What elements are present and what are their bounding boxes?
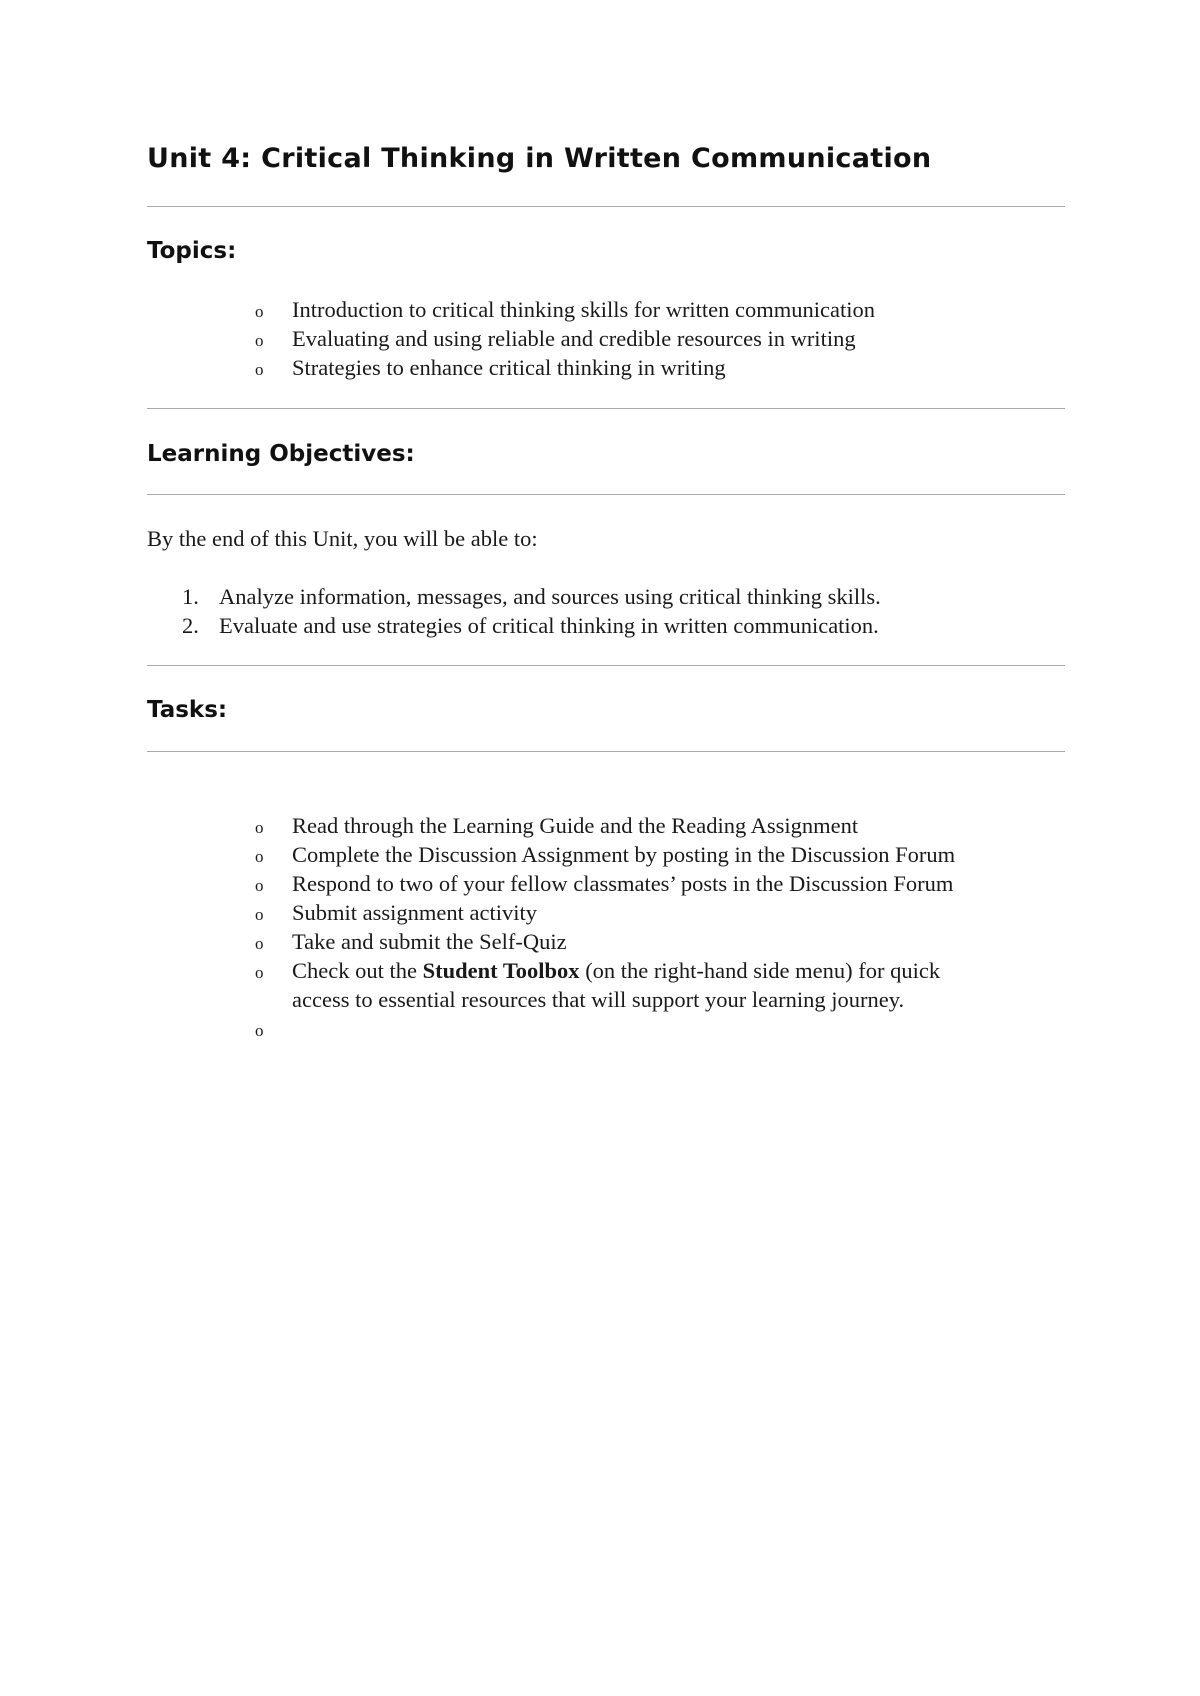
topic-text: Introduction to critical thinking skills for written communication [292,297,876,322]
bullet-icon: o [255,302,264,321]
bullet-icon: o [255,818,264,837]
objectives-heading: Learning Objectives: [147,441,415,467]
list-item [147,295,875,324]
bullet-icon: o [255,1021,264,1040]
bullet-icon: o [255,934,264,953]
list-item [147,811,955,840]
topic-text: Strategies to enhance critical thinking in writing [292,355,726,380]
topics-list [147,295,875,382]
list-item [147,840,955,869]
objective-text: Analyze information, messages, and sources using critical thinking skills. [219,584,881,609]
list-item [147,956,955,1014]
bullet-icon: o [255,331,264,350]
task-text: Respond to two of your fellow classmates’ posts in the Discussion Forum [292,871,954,896]
divider [147,751,1065,752]
task-text: Submit assignment activity [292,900,537,925]
divider [147,408,1065,409]
objective-text: Evaluate and use strategies of critical thinking in written communication. [219,613,879,638]
list-item [147,898,955,927]
bullet-icon: o [255,876,264,895]
list-item [147,582,881,611]
list-item [147,353,875,382]
task-text-suffix: (on the right-hand side menu) for quick [579,958,941,983]
objectives-intro: By the end of this Unit, you will be able to: [147,526,538,551]
divider [147,665,1065,666]
task-text-line: access to essential resources that will support your learning journey. [292,987,905,1012]
page-title: Unit 4: Critical Thinking in Written Communication [147,143,932,174]
task-text: Complete the Discussion Assignment by posting in the Discussion Forum [292,842,956,867]
task-text-line [292,956,955,985]
student-toolbox-label: Student Toolbox [422,958,580,983]
bullet-icon: o [255,847,264,866]
topics-heading: Topics: [147,238,237,264]
bullet-icon: o [255,963,264,982]
item-number: 1. [182,584,199,609]
list-item [147,611,881,640]
task-text: Take and submit the Self-Quiz [292,929,567,954]
list-item [147,869,955,898]
task-text: Read through the Learning Guide and the Reading Assignment [292,813,859,838]
list-item [147,324,875,353]
divider [147,206,1065,207]
objectives-list [147,582,881,640]
tasks-heading: Tasks: [147,697,228,723]
item-number: 2. [182,613,199,638]
task-text-prefix: Check out the [292,958,423,983]
list-item [147,1014,955,1043]
bullet-icon: o [255,905,264,924]
topic-text: Evaluating and using reliable and credible resources in writing [292,326,856,351]
bullet-icon: o [255,360,264,379]
list-item [147,927,955,956]
divider [147,494,1065,495]
tasks-list [147,811,955,1043]
